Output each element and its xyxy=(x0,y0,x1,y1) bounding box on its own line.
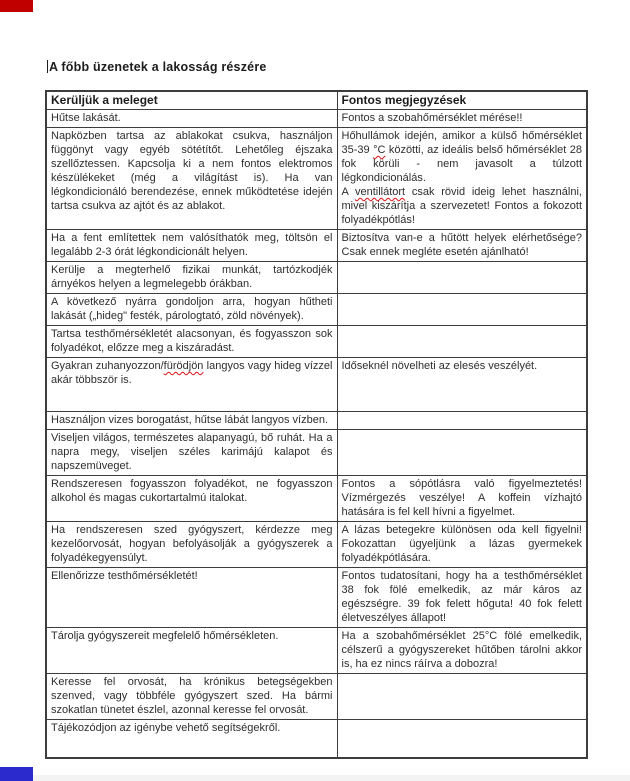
cell-text: Hőhullámok idején, amikor a külső hőmérséklet 35-39 xyxy=(341,130,582,156)
cell-text: Gyakran zuhanyozzon/ xyxy=(51,360,164,372)
table-cell-left xyxy=(46,412,337,430)
cell-paragraph xyxy=(51,523,333,565)
cell-text: Fontos tudatosítani, hogy ha a testhőmérséklet 38 fok fölé emelkedik, az már káros az egészségre. 39 fok felett hőguta! 40 fok felett életveszélyes állapot! xyxy=(341,570,582,624)
cell-text: Keresse fel orvosát, ha krónikus betegségekben szenved, vagy többféle gyógyszert szed. Ha bármi szokatlan tünetet észlel, azonnal keresse fel orvosát. xyxy=(51,676,333,716)
table-row xyxy=(46,522,587,568)
table-cell-left xyxy=(46,628,337,674)
text-cursor xyxy=(47,60,48,73)
cell-paragraph xyxy=(51,295,333,323)
cell-text: Napközben tartsa az ablakokat csukva, használjon függönyt vagy egyéb sötétítőt. Lehetőleg éjszaka szellőztessen. Kapcsolja ki a nem fontos elektromos készülékeket (még a világítást is). Ha van légkondicionáló berendezése, ennek működtetése idején tartsa csukva az ajtót és az ablakot. xyxy=(51,130,333,212)
table-cell-left xyxy=(46,358,337,412)
cell-text: Biztosítva van-e a hűtött helyek elérhetősége? Csak ennek megléte esetén ajánlható! xyxy=(341,232,582,258)
cell-text: Tartsa testhőmérsékletét alacsonyan, és fogyasszon sok folyadékot, előzze meg a kiszáradást. xyxy=(51,328,333,354)
messages-table xyxy=(45,90,588,759)
cell-paragraph xyxy=(342,359,583,373)
cell-paragraph xyxy=(51,675,333,717)
cell-text: Ha rendszeresen szed gyógyszert, kérdezze meg kezelőorvosát, hogyan befolyásolják a gyógyszerek a folyadékegyensúlyt. xyxy=(51,524,333,564)
table-cell-left xyxy=(46,720,337,759)
cell-text: Ha a fent említettek nem valósíthatók meg, töltsön el legalább 2-3 órát légkondicionált helyen. xyxy=(51,232,333,258)
cell-paragraph xyxy=(342,231,583,259)
table-cell-left xyxy=(46,230,337,262)
table-cell-right xyxy=(337,522,587,568)
table-cell-right xyxy=(337,412,587,430)
cell-text: A lázas betegekre különösen oda kell figyelni! Fokozattan ügyeljünk a lázas gyermekek folyadékpótlására. xyxy=(341,524,582,564)
cell-paragraph xyxy=(51,111,333,125)
cell-text: Ellenőrizze testhőmérsékletét! xyxy=(51,570,198,582)
table-row xyxy=(46,430,587,476)
table-cell-left xyxy=(46,294,337,326)
cell-paragraph xyxy=(342,569,583,625)
table-row xyxy=(46,720,587,759)
cell-text: közötti, az ideális belső hőmérséklet 28 fok körüli - nem javasolt a túlzott légkondicionálás. xyxy=(341,144,582,184)
table-cell-left xyxy=(46,326,337,358)
cell-paragraph xyxy=(342,523,583,565)
table-cell-left xyxy=(46,568,337,628)
table-cell-right xyxy=(337,326,587,358)
table-cell-right xyxy=(337,230,587,262)
cell-text: Ha a szobahőmérséklet 25°C fölé emelkedik, célszerű a gyógyszereket hűtőben tárolni akkor is, ha ez nincs ráírva a dobozra! xyxy=(341,630,582,670)
table-cell-left xyxy=(46,522,337,568)
cell-text: Hűtse lakását. xyxy=(51,112,121,124)
header-right-label: Fontos megjegyzések xyxy=(341,93,467,107)
bottom-strip xyxy=(0,775,630,781)
page-title-text: A főbb üzenetek a lakosság részére xyxy=(49,60,267,74)
table-cell-left xyxy=(46,128,337,230)
table-cell-right xyxy=(337,568,587,628)
cell-paragraph xyxy=(51,413,333,427)
cell-text: A következő nyárra gondoljon arra, hogyan hűtheti lakását („hideg" festék, párologtató, zöld növények). xyxy=(51,296,333,322)
cell-paragraph xyxy=(51,431,333,473)
table-cell-right xyxy=(337,476,587,522)
cell-paragraph xyxy=(51,721,333,735)
table-row xyxy=(46,294,587,326)
table-row xyxy=(46,326,587,358)
table-row xyxy=(46,412,587,430)
cell-text: Időseknél növelheti az elesés veszélyét. xyxy=(341,360,538,372)
table-row xyxy=(46,674,587,720)
table-row xyxy=(46,568,587,628)
table-cell-left xyxy=(46,262,337,294)
table-row xyxy=(46,628,587,674)
table-cell-right xyxy=(337,110,587,128)
table-cell-right xyxy=(337,294,587,326)
table-cell-left xyxy=(46,110,337,128)
cell-paragraph xyxy=(342,629,583,671)
table-row xyxy=(46,476,587,522)
cell-text: Rendszeresen fogyasszon folyadékot, ne fogyasszon alkohol és magas cukortartalmú italokat. xyxy=(51,478,333,504)
header-left-label: Kerüljük a meleget xyxy=(51,93,158,107)
cell-text: Tájékozódjon az igénybe vehető segítségekről. xyxy=(51,722,281,734)
table-row xyxy=(46,110,587,128)
cell-paragraph xyxy=(342,477,583,519)
cell-paragraph xyxy=(342,111,583,125)
table-cell-right xyxy=(337,674,587,720)
header-cell-right xyxy=(337,91,587,110)
table-cell-right xyxy=(337,128,587,230)
table-row xyxy=(46,128,587,230)
table-cell-left xyxy=(46,674,337,720)
cell-text: langyos vagy hideg vízzel akár többször is. xyxy=(51,360,333,386)
table-cell-right xyxy=(337,262,587,294)
header-cell-left xyxy=(46,91,337,110)
misspelled-word: fürödjön xyxy=(163,360,204,372)
cell-paragraph xyxy=(51,231,333,259)
cell-text: csak rövid ideig lehet használni, mivel kiszárítja a szervezetet! Fontos a fokozott folyadékpótlás! xyxy=(341,186,582,226)
cell-paragraph xyxy=(51,629,333,643)
cell-paragraph xyxy=(51,263,333,291)
cell-text: Fontos a sópótlásra való figyelmeztetés! Vízmérgezés veszélye! A koffein vízhajtó hatására is fel kell hívni a figyelmet. xyxy=(341,478,582,518)
cell-text: Kerülje a megterhelő fizikai munkát, tartózkodjék árnyékos helyen a legmelegebb órákban. xyxy=(51,264,333,290)
table-cell-right xyxy=(337,358,587,412)
cell-text: Viseljen világos, természetes alapanyagú, bő ruhát. Ha a napra megy, viseljen széles karimájú kalapot és napszemüveget. xyxy=(51,432,333,472)
cell-paragraph xyxy=(51,477,333,505)
table-cell-right xyxy=(337,720,587,759)
page-title xyxy=(47,60,267,74)
cell-text: Tárolja gyógyszereit megfelelő hőmérsékleten. xyxy=(51,630,279,642)
cell-paragraph xyxy=(51,327,333,355)
table-cell-right xyxy=(337,628,587,674)
cell-paragraph xyxy=(51,359,333,387)
table-cell-right xyxy=(337,430,587,476)
table-body xyxy=(46,110,587,759)
misspelled-word: °C xyxy=(373,144,386,156)
cell-paragraph xyxy=(342,185,583,227)
red-corner-marker xyxy=(0,0,33,12)
cell-text: A xyxy=(341,186,355,198)
table-cell-left xyxy=(46,476,337,522)
table-row xyxy=(46,358,587,412)
blue-corner-marker xyxy=(0,767,33,781)
cell-paragraph xyxy=(51,129,333,213)
cell-text: Használjon vizes borogatást, hűtse lábát langyos vízben. xyxy=(51,414,328,426)
table-row xyxy=(46,230,587,262)
table-cell-left xyxy=(46,430,337,476)
cell-paragraph xyxy=(51,569,333,583)
table-row xyxy=(46,262,587,294)
misspelled-word: ventillátort xyxy=(354,186,406,198)
cell-text: Fontos a szobahőmérséklet mérése!! xyxy=(341,112,523,124)
cell-paragraph xyxy=(342,129,583,185)
table-header-row xyxy=(46,91,587,110)
